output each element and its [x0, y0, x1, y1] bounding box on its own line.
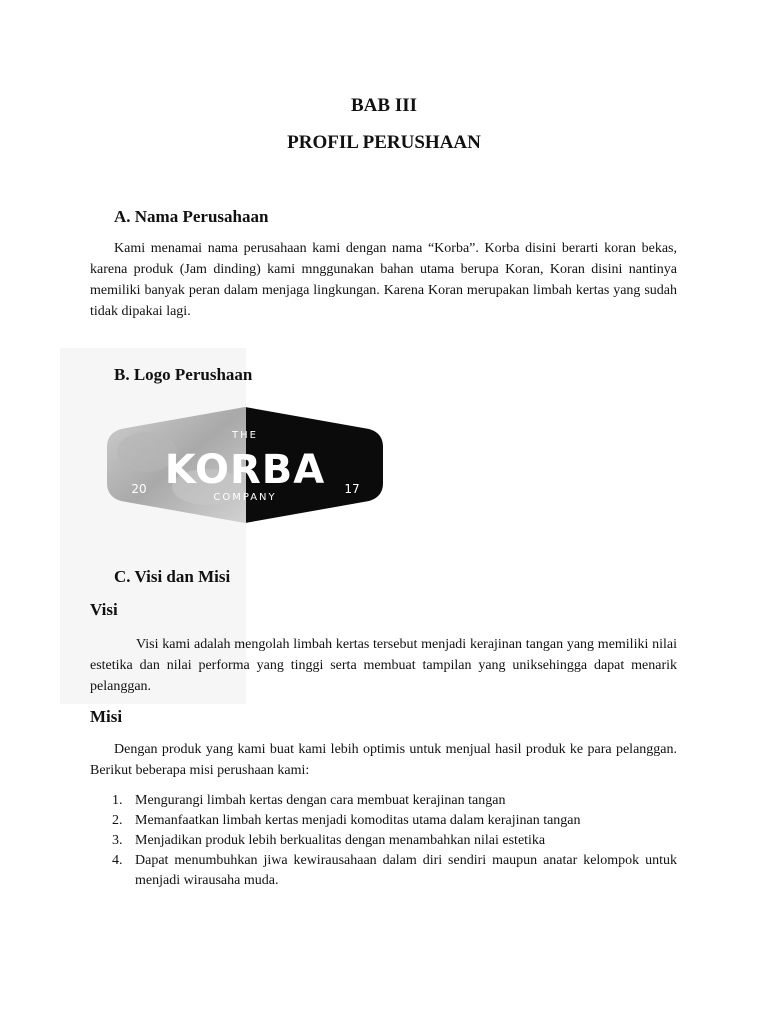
visi-paragraph: Visi kami adalah mengolah limbah kertas tersebut menjadi kerajinan tangan yang memiliki nilai estetika dan nilai performa yang tinggi serta membuat tampilan yang uniksehingga dapat menarik pelanggan. — [90, 637, 677, 694]
list-item-text: Menjadikan produk lebih berkualitas dengan menambahkan nilai estetika — [135, 833, 546, 848]
misi-intro-paragraph: Dengan produk yang kami buat kami lebih optimis untuk menjual hasil produk ke para pelanggan. Berikut beberapa misi perushaan kami: — [90, 742, 677, 778]
list-item-text: Memanfaatkan limbah kertas menjadi komoditas utama dalam kerajinan tangan — [135, 813, 581, 828]
company-logo — [107, 407, 384, 523]
company-logo-image — [107, 407, 384, 523]
chapter-number: BAB III — [351, 95, 417, 116]
visi-heading: Visi — [90, 600, 118, 619]
logo-company-text: COMPANY — [213, 492, 277, 503]
section-b-heading: B. Logo Perushaan — [114, 365, 253, 384]
list-item — [90, 851, 677, 891]
list-item-text: Dapat menumbuhkan jiwa kewirausahaan dalam diri sendiri maupun anatar kelompok untuk menjadi wirausaha muda. — [135, 853, 677, 888]
section-a-heading: A. Nama Perusahaan — [114, 207, 269, 226]
list-item — [90, 831, 677, 851]
misi-list — [90, 791, 677, 891]
list-item-number: 3. — [112, 833, 123, 848]
list-item — [90, 791, 677, 811]
logo-year-left: 20 — [131, 482, 147, 496]
misi-heading: Misi — [90, 707, 123, 726]
list-item-number: 1. — [112, 793, 123, 808]
logo-name-text: KORBA — [164, 447, 326, 493]
list-item-number: 2. — [112, 813, 123, 828]
chapter-title: PROFIL PERUSHAAN — [287, 132, 481, 153]
list-item — [90, 811, 677, 831]
section-c-heading: C. Visi dan Misi — [114, 567, 231, 586]
list-item-text: Mengurangi limbah kertas dengan cara membuat kerajinan tangan — [135, 793, 506, 808]
logo-year-right: 17 — [344, 482, 360, 496]
section-a-paragraph: Kami menamai nama perusahaan kami dengan nama “Korba”. Korba disini berarti koran bekas, karena produk (Jam dinding) kami mnggunakan bahan utama berupa Koran, Koran disini nantinya memiliki banyak peran dalam menjaga lingkungan. Karena Koran merupakan limbah kertas yang sudah tidak dipakai lagi. — [90, 241, 677, 319]
list-item-number: 4. — [112, 853, 123, 868]
logo-the-text: THE — [232, 430, 258, 441]
